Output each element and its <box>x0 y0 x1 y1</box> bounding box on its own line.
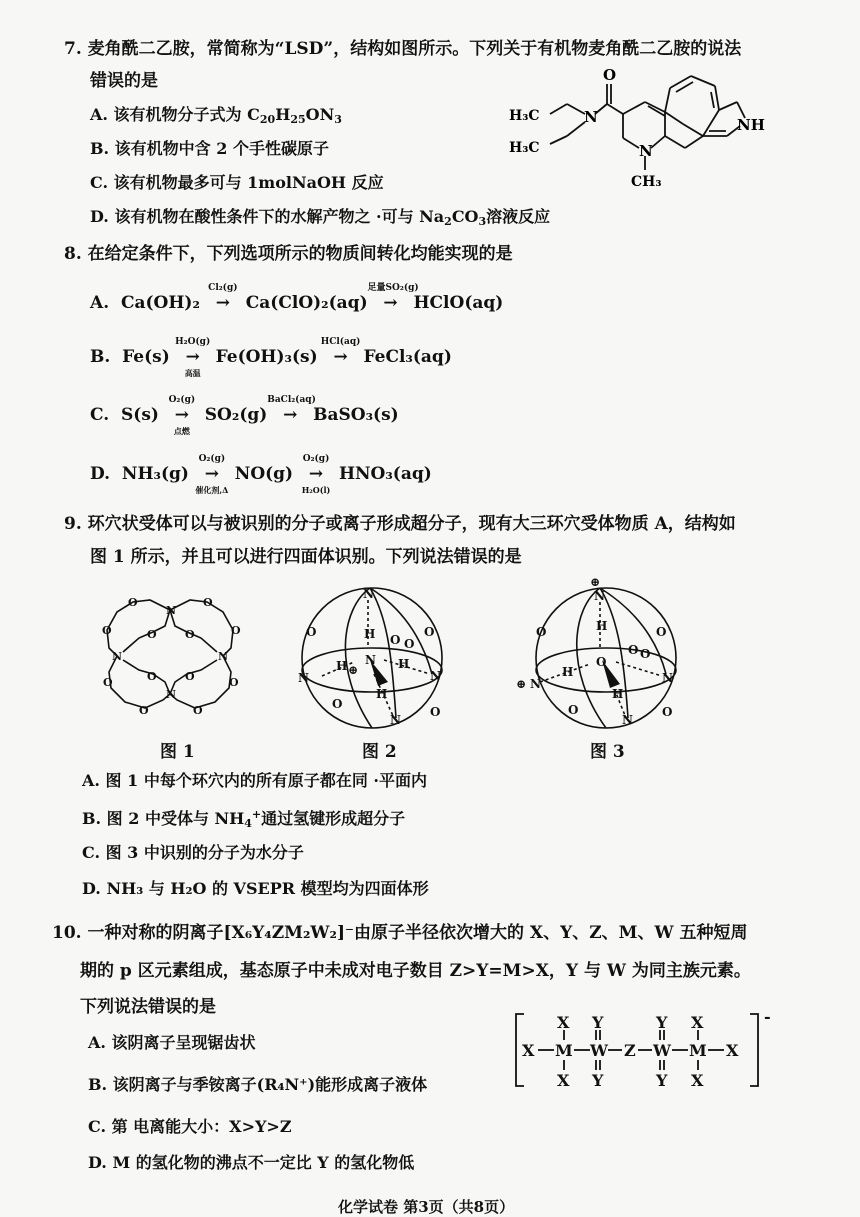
fig3-o-2: O <box>656 625 667 639</box>
fig2-o-3: O <box>390 633 401 647</box>
lsd-n-amide-label: N <box>584 108 598 126</box>
fig2-h-right: H <box>398 657 410 671</box>
q7-option-c: C. 该有机物最多可与 1molNaOH 反应 <box>90 173 384 192</box>
anion-x-top-2: X <box>691 1013 704 1032</box>
anion-x-bottom-1: X <box>557 1071 570 1090</box>
anion-w-right: W <box>653 1041 671 1060</box>
fig2-o-2: O <box>424 625 435 639</box>
fig3-plus-left: ⊕ <box>516 677 527 691</box>
lsd-h3c-top-label: H₃C <box>509 108 540 124</box>
fig3-o-3: O <box>628 643 639 657</box>
anion-m-right: M <box>689 1041 707 1060</box>
figure-3-caption: 图 3 <box>590 742 625 762</box>
fig1-o-12: O <box>193 704 203 717</box>
lsd-nh-label: NH <box>737 116 765 134</box>
fig2-h-bottom: H <box>376 687 388 701</box>
q8-option-d: D. NH₃(g) → O₂(g) 催化剂,Δ NO(g) → O₂(g) H₂O(l) HNO₃(aq) <box>90 454 432 495</box>
fig3-n-top: N <box>594 589 605 603</box>
anion-y-bottom-1: Y <box>592 1071 604 1090</box>
q9-option-a: A. 图 1 中每个环穴内的所有原子都在同 ·平面内 <box>82 771 427 790</box>
anion-w-left: W <box>590 1041 608 1060</box>
fig2-plus: ⊕ <box>348 663 359 677</box>
fig1-o-11: O <box>139 704 149 717</box>
anion-x-top-1: X <box>557 1013 570 1032</box>
figure-1-caption: 图 1 <box>160 742 195 762</box>
fig2-h-left: H <box>336 659 348 673</box>
lsd-ch3-label: CH₃ <box>631 174 662 190</box>
fig1-o-3: O <box>102 624 112 637</box>
fig3-n-right: N <box>662 671 673 685</box>
q7-option-d: D. 该有机物在酸性条件下的水解产物之 ·可与 $Na_2CO_3$溶液反应 <box>90 207 551 228</box>
fig1-o-8: O <box>185 670 195 683</box>
q8-option-a: A. Ca(OH)₂ → Cl₂(g) Ca(ClO)₂(aq) → 足量SO₂(g) HClO(aq) <box>90 283 504 313</box>
lsd-o-label: O <box>603 66 617 84</box>
fig1-o-6: O <box>185 628 195 641</box>
lsd-structure <box>505 66 775 196</box>
q10-option-b: B. 该阴离子与季铵离子(R₄N⁺)能形成离子液体 <box>88 1075 428 1094</box>
fig1-o-7: O <box>147 670 157 683</box>
q10-stem-line1: 10. 一种对称的阴离子[X₆Y₄ZM₂W₂]⁻由原子半径依次增大的 X、Y、Z、M、W 五种短周 <box>52 923 748 943</box>
q7-stem-line1: 7. 麦角酰二乙胺，常简称为“LSD”，结构如图所示。下列关于有机物麦角酰二乙胺的说法 <box>64 39 742 59</box>
anion-x-left: X <box>522 1041 535 1060</box>
anion-z: Z <box>624 1041 636 1060</box>
q8-option-c: C. S(s) → O₂(g) 点燃 SO₂(g) → BaCl₂(aq) BaSO₃(s) <box>90 395 399 436</box>
anion-m-left: M <box>555 1041 573 1060</box>
fig2-n-center: N <box>365 653 376 667</box>
fig1-o-2: O <box>203 596 213 609</box>
fig3-n-bottom: N <box>622 713 633 727</box>
fig2-h-top: H <box>364 627 376 641</box>
q8-option-b: B. Fe(s) → H₂O(g) 高温 Fe(OH)₃(s) → HCl(aq) FeCl₃(aq) <box>90 337 452 378</box>
fig3-n-left: N <box>530 677 541 691</box>
fig3-o-4: O <box>640 647 651 661</box>
q10-stem-line2: 期的 p 区元素组成，基态原子中未成对电子数目 Z>Y=M>X，Y 与 W 为同主族元素。 <box>80 961 751 981</box>
fig2-n-right: N <box>430 669 441 683</box>
fig1-o-5: O <box>147 628 157 641</box>
q10-stem-line3: 下列说法错误的是 <box>80 997 216 1017</box>
fig2-o-6: O <box>430 705 441 719</box>
figure-2-ammonium-complex <box>292 578 452 736</box>
q9-option-c: C. 图 3 中识别的分子为水分子 <box>82 843 304 862</box>
anion-structure <box>510 1010 780 1090</box>
fig2-o-5: O <box>332 697 343 711</box>
fig1-n-left: N <box>112 650 123 663</box>
q9-option-d: D. NH₃ 与 H₂O 的 VSEPR 模型均为四面体形 <box>82 879 429 898</box>
fig2-o-4: O <box>404 637 415 651</box>
fig3-o-5: O <box>568 703 579 717</box>
q10-option-c: C. 第 电离能大小：X>Y>Z <box>88 1117 292 1136</box>
lsd-h3c-bottom-label: H₃C <box>509 140 540 156</box>
figure-3-water-complex <box>516 574 688 736</box>
q7-option-b: B. 该有机物中含 2 个手性碳原子 <box>90 139 329 158</box>
q10-option-a: A. 该阴离子呈现锯齿状 <box>88 1033 256 1052</box>
fig2-n-left: N <box>298 671 309 685</box>
fig1-n-bottom: N <box>166 688 177 701</box>
anion-y-top-1: Y <box>592 1013 604 1032</box>
fig3-h-top: H <box>596 619 608 633</box>
figure-2-caption: 图 2 <box>362 742 397 762</box>
fig2-n-top: N <box>363 587 374 601</box>
anion-x-bottom-2: X <box>691 1071 704 1090</box>
fig3-h-left: H <box>562 665 574 679</box>
fig2-n-bottom: N <box>390 713 401 727</box>
q10-option-d: D. M 的氢化物的沸点不一定比 Y 的氢化物低 <box>88 1153 415 1172</box>
fig1-o-10: O <box>229 676 239 689</box>
fig3-h-bottom: H <box>612 687 624 701</box>
fig1-o-9: O <box>103 676 113 689</box>
figure-1-cryptand <box>95 582 245 722</box>
fig1-n-right: N <box>218 650 229 663</box>
fig2-o-1: O <box>306 625 317 639</box>
anion-y-bottom-2: Y <box>656 1071 668 1090</box>
page-footer: 化学试卷 第3页（共8页） <box>338 1198 515 1216</box>
fig3-o-1: O <box>536 625 547 639</box>
q7-stem-line2: 错误的是 <box>90 71 158 91</box>
q9-stem-line2: 图 1 所示，并且可以进行四面体识别。下列说法错误的是 <box>90 547 522 567</box>
lsd-n-ring-label: N <box>639 142 653 160</box>
anion-charge: - <box>764 1010 771 1026</box>
anion-x-right: X <box>726 1041 739 1060</box>
fig3-o-6: O <box>662 705 673 719</box>
anion-y-top-2: Y <box>656 1013 668 1032</box>
q9-stem-line1: 9. 环穴状受体可以与被识别的分子或离子形成超分子，现有大三环穴受体物质 A，结构如 <box>64 514 736 534</box>
q9-option-b: B. 图 2 中受体与 $NH_4^+$通过氢键形成超分子 <box>82 808 406 830</box>
fig1-o-1: O <box>128 596 138 609</box>
fig1-o-4: O <box>231 624 241 637</box>
fig3-o-center: O <box>596 655 607 669</box>
fig3-plus-top: ⊕ <box>590 575 601 589</box>
q8-stem: 8. 在给定条件下，下列选项所示的物质间转化均能实现的是 <box>64 244 513 264</box>
q7-option-a: A. 该有机物分子式为 $C_{20}H_{25}ON_3$ <box>90 105 342 126</box>
fig1-n-top: N <box>166 604 177 617</box>
